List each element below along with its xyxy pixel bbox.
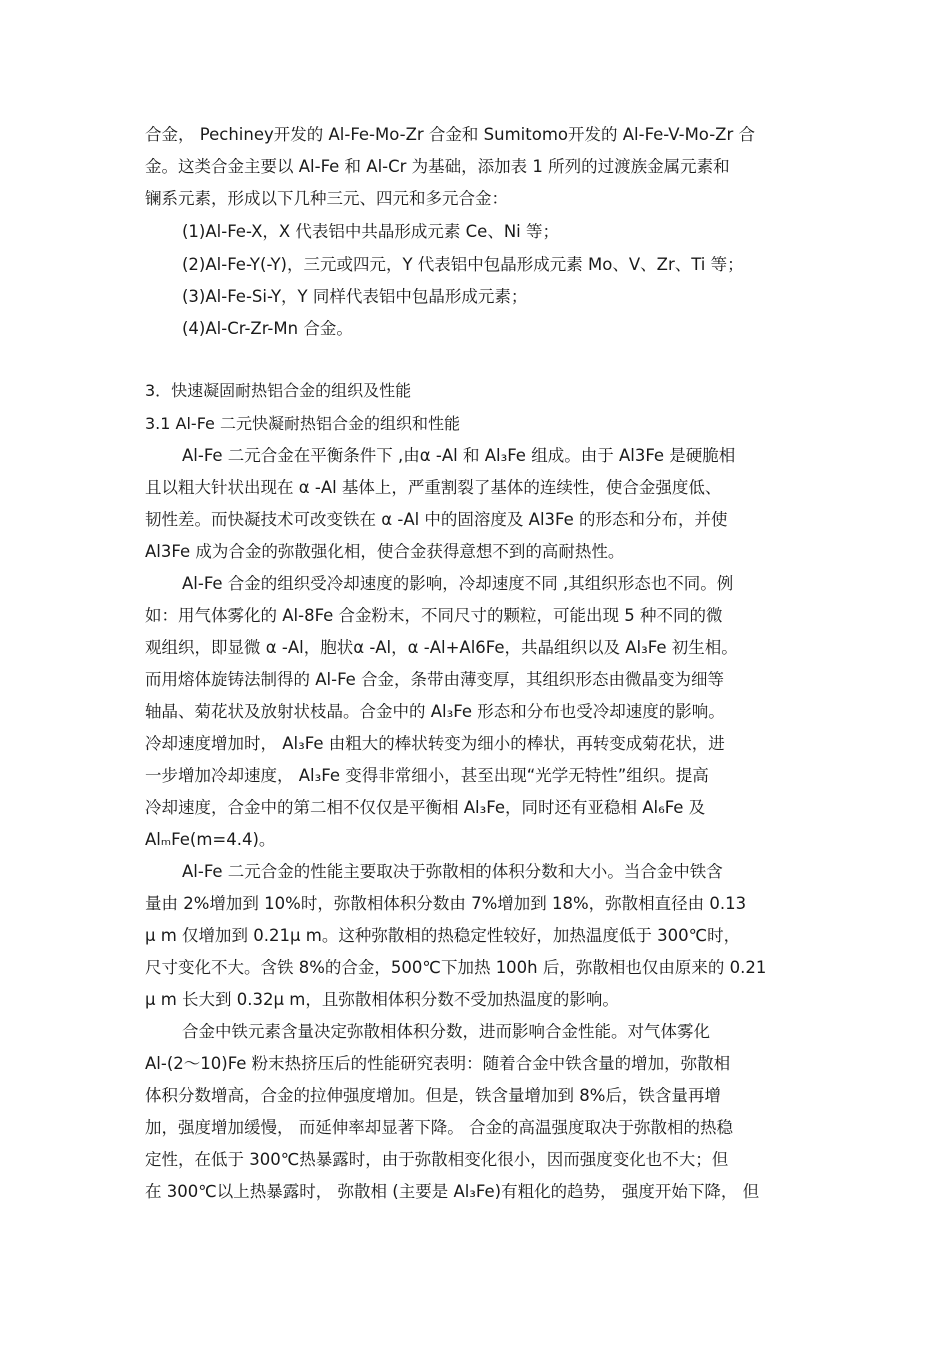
text-line: 尺寸变化不大。含铁 8%的合金，500℃下加热 100h 后，弥散相也仅由原来的 0.21 xyxy=(145,958,767,977)
text-line: 在 300℃以上热暴露时， 弥散相 (主要是 Al₃Fe)有粗化的趋势， 强度开始下降， 但 xyxy=(145,1182,760,1201)
list-item: (1)Al-Fe-X，X 代表铝中共晶形成元素 Ce、Ni 等； xyxy=(182,222,560,241)
text-line: 轴晶、菊花状及放射状枝晶。合金中的 Al₃Fe 形态和分布也受冷却速度的影响。 xyxy=(145,702,725,721)
text-line: 而用熔体旋铸法制得的 Al-Fe 合金，条带由薄变厚，其组织形态由微晶变为细等 xyxy=(145,670,725,689)
subsection-heading: 3.1 Al-Fe 二元快凝耐热铝合金的组织和性能 xyxy=(145,414,460,433)
list-item: (2)Al-Fe-Y(-Y)，三元或四元，Y 代表铝中包晶形成元素 Mo、V、Zr、Ti 等； xyxy=(182,255,744,274)
text-line: Al-Fe 二元合金在平衡条件下 ,由α -Al 和 Al₃Fe 组成。由于 Al3Fe 是硬脆相 xyxy=(182,446,736,465)
list-item: (4)Al-Cr-Zr-Mn 合金。 xyxy=(182,319,353,338)
text-line: Al-Fe 合金的组织受冷却速度的影响，冷却速度不同 ,其组织形态也不同。例 xyxy=(182,574,734,593)
text-line: 一步增加冷却速度， Al₃Fe 变得非常细小，甚至出现“光学无特性”组织。提高 xyxy=(145,766,709,785)
text-line: 冷却速度，合金中的第二相不仅仅是平衡相 Al₃Fe，同时还有亚稳相 Al₆Fe 及 xyxy=(145,798,706,817)
text-line: 韧性差。而快凝技术可改变铁在 α -Al 中的固溶度及 Al3Fe 的形态和分布，并使 xyxy=(145,510,728,529)
text-line: 且以粗大针状出现在 α -Al 基体上，严重割裂了基体的连续性，使合金强度低、 xyxy=(145,478,722,497)
list-item: (3)Al-Fe-Si-Y，Y 同样代表铝中包晶形成元素； xyxy=(182,287,528,306)
section-heading: 3．快速凝固耐热铝合金的组织及性能 xyxy=(145,381,412,400)
text-line: 观组织，即显微 α -Al，胞状α -Al，α -Al+Al6Fe，共晶组织以及 Al₃Fe 初生相。 xyxy=(145,638,738,657)
text-line: 加，强度增加缓慢， 而延伸率却显著下降。 合金的高温强度取决于弥散相的热稳 xyxy=(145,1118,733,1137)
text-line: Al-(2～10)Fe 粉末热挤压后的性能研究表明：随着合金中铁含量的增加，弥散相 xyxy=(145,1054,731,1073)
text-line: Al3Fe 成为合金的弥散强化相，使合金获得意想不到的高耐热性。 xyxy=(145,542,625,561)
text-line: μ m 仅增加到 0.21μ m。这种弥散相的热稳定性较好，加热温度低于 300℃时， xyxy=(145,926,741,945)
text-line: 金。这类合金主要以 Al-Fe 和 Al-Cr 为基础，添加表 1 所列的过渡族金属元素和 xyxy=(145,157,730,176)
text-line: 定性，在低于 300℃热暴露时，由于弥散相变化很小，因而强度变化也不大；但 xyxy=(145,1150,729,1169)
text-line: 体积分数增高，合金的拉伸强度增加。但是，铁含量增加到 8%后，铁含量再增 xyxy=(145,1086,721,1105)
text-line: AlₘFe(m=4.4)。 xyxy=(145,830,276,849)
text-line: 镧系元素，形成以下几种三元、四元和多元合金： xyxy=(145,189,508,208)
text-line: 合金， Pechiney开发的 Al-Fe-Mo-Zr 合金和 Sumitomo开发的 Al-Fe-V-Mo-Zr 合 xyxy=(145,125,755,144)
text-line: Al-Fe 二元合金的性能主要取决于弥散相的体积分数和大小。当合金中铁含 xyxy=(182,862,723,881)
text-line: 冷却速度增加时， Al₃Fe 由粗大的棒状转变为细小的棒状，再转变成菊花状，进 xyxy=(145,734,725,753)
text-line: 如：用气体雾化的 Al-8Fe 合金粉末，不同尺寸的颗粒，可能出现 5 种不同的微 xyxy=(145,606,723,625)
text-line: 量由 2%增加到 10%时，弥散相体积分数由 7%增加到 18%，弥散相直径由 0.13 xyxy=(145,894,747,913)
text-line: μ m 长大到 0.32μ m，且弥散相体积分数不受加热温度的影响。 xyxy=(145,990,619,1009)
text-line: 合金中铁元素含量决定弥散相体积分数，进而影响合金性能。对气体雾化 xyxy=(182,1022,710,1041)
